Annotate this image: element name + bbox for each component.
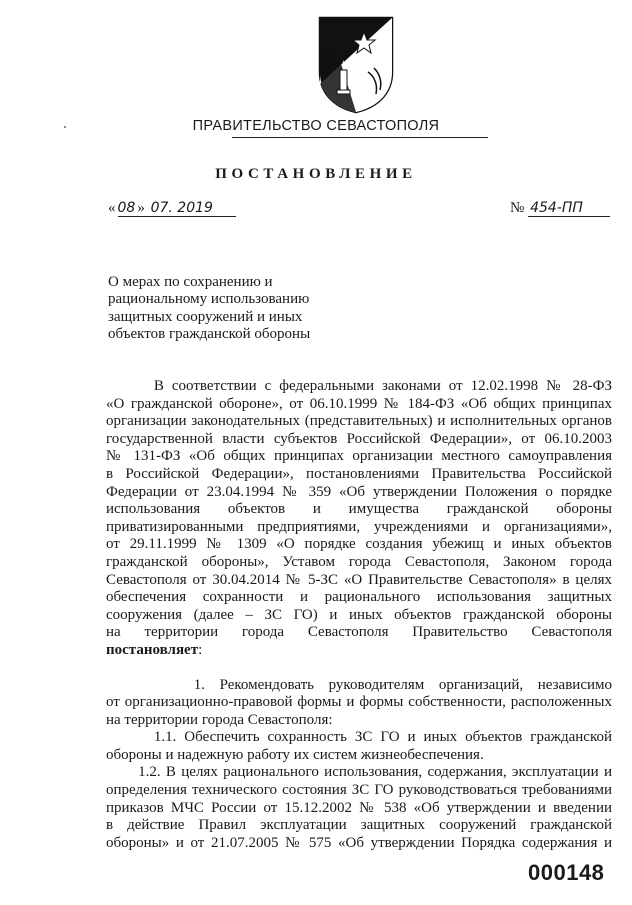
preamble-line: от 29.11.1999 № 1309 «О порядке создания убежищ и иных объектов xyxy=(106,536,612,553)
subject-line: защитных сооружений и иных xyxy=(108,308,303,325)
date-day: 08 xyxy=(117,200,136,216)
item-1-2-line: приказов МЧС России от 15.12.2002 № 538 «Об утверждении и введении xyxy=(106,799,612,816)
item-1-line: на территории города Севастополя: xyxy=(106,711,333,728)
preamble-line: «О гражданской обороне», от 06.10.1999 № 184-ФЗ «Об общих принципах xyxy=(106,395,612,412)
government-underline xyxy=(232,137,488,138)
subject-line: О мерах по сохранению и xyxy=(108,274,273,290)
resolves-word: постановляет xyxy=(106,641,199,658)
date-month-year: 07. 2019 xyxy=(150,200,213,216)
government-name: ПРАВИТЕЛЬСТВО СЕВАСТОПОЛЯ xyxy=(192,118,440,134)
scan-speck xyxy=(64,126,66,128)
subject-line: рациональному использованию xyxy=(108,291,310,308)
document-number xyxy=(510,200,585,217)
resolves-line xyxy=(106,642,612,660)
preamble-line: Федерации от 23.04.1994 № 359 «Об утверждении Положения о порядке xyxy=(106,483,612,500)
preamble-line: гражданской обороны», Уставом города Севастополя, Законом города xyxy=(106,553,612,570)
date-open-quote: « xyxy=(108,200,116,216)
preamble-line: в Российской Федерации», постановлениями Правительства Российской xyxy=(106,465,612,482)
item-1-1-line: обороны и надежную работу их систем жизнеобеспечения. xyxy=(106,746,484,763)
preamble-line: на территории города Севастополя Правительство Севастополя xyxy=(106,624,612,641)
date-underline xyxy=(118,216,236,217)
preamble-line: организации законодательных (представительных) и исполнительных органов xyxy=(106,413,612,430)
preamble-line: обеспечения сохранности и рационального использования защитных xyxy=(106,589,612,606)
item-1-2-line: определения технического состояния ЗС ГО руководствоваться требованиями xyxy=(106,782,612,799)
document-body xyxy=(106,378,612,852)
item-1-line: от организационно-правовой формы и формы собственности, расположенных xyxy=(106,694,612,711)
item-1-2-line: в действие Правил эксплуатации защитных сооружений гражданской xyxy=(106,817,612,834)
preamble-line: использования объектов и имущества гражданской обороны xyxy=(106,501,612,518)
item-1-line: 1. Рекомендовать руководителям организаций, независимо xyxy=(106,676,612,693)
serial-number-stamp: 000148 xyxy=(528,860,605,885)
preamble-line: государственной власти субъектов Российской Федерации», от 06.10.2003 xyxy=(106,430,612,447)
subject-line: объектов гражданской обороны xyxy=(108,326,311,343)
date-close-quote: » xyxy=(137,200,145,216)
number-label: № xyxy=(510,200,525,216)
number-value: 454-ПП xyxy=(530,200,583,216)
document-subject xyxy=(108,274,338,344)
item-1-2-line: обороны» и от 21.07.2005 № 575 «Об утверждении Порядка содержания и xyxy=(106,834,612,851)
preamble-line: В соответствии с федеральными законами от 12.02.1998 № 28-ФЗ xyxy=(106,378,612,394)
preamble-line: приватизированными предприятиями, учреждениями и организациями», xyxy=(106,518,612,535)
item-1-1-line: 1.1. Обеспечить сохранность ЗС ГО и иных объектов гражданской xyxy=(106,729,612,746)
resolves-colon: : xyxy=(198,641,203,658)
preamble-line: Севастополя от 30.04.2014 № 5-ЗС «О Правительстве Севастополя» в целях xyxy=(106,571,612,588)
preamble-line: сооружения (далее – ЗС ГО) и иных объектов гражданской обороны xyxy=(106,606,612,623)
item-1-2-line: 1.2. В целях рационального использования, содержания, эксплуатации и xyxy=(106,764,612,781)
preamble-line: № 131-ФЗ «Об общих принципах организации местного самоуправления xyxy=(106,448,612,465)
document-type-title: ПОСТАНОВЛЕНИЕ xyxy=(215,166,417,182)
sevastopol-coat-of-arms-icon xyxy=(316,14,396,114)
document-date xyxy=(108,200,215,217)
paragraph-gap xyxy=(106,660,612,677)
number-underline xyxy=(528,216,610,217)
